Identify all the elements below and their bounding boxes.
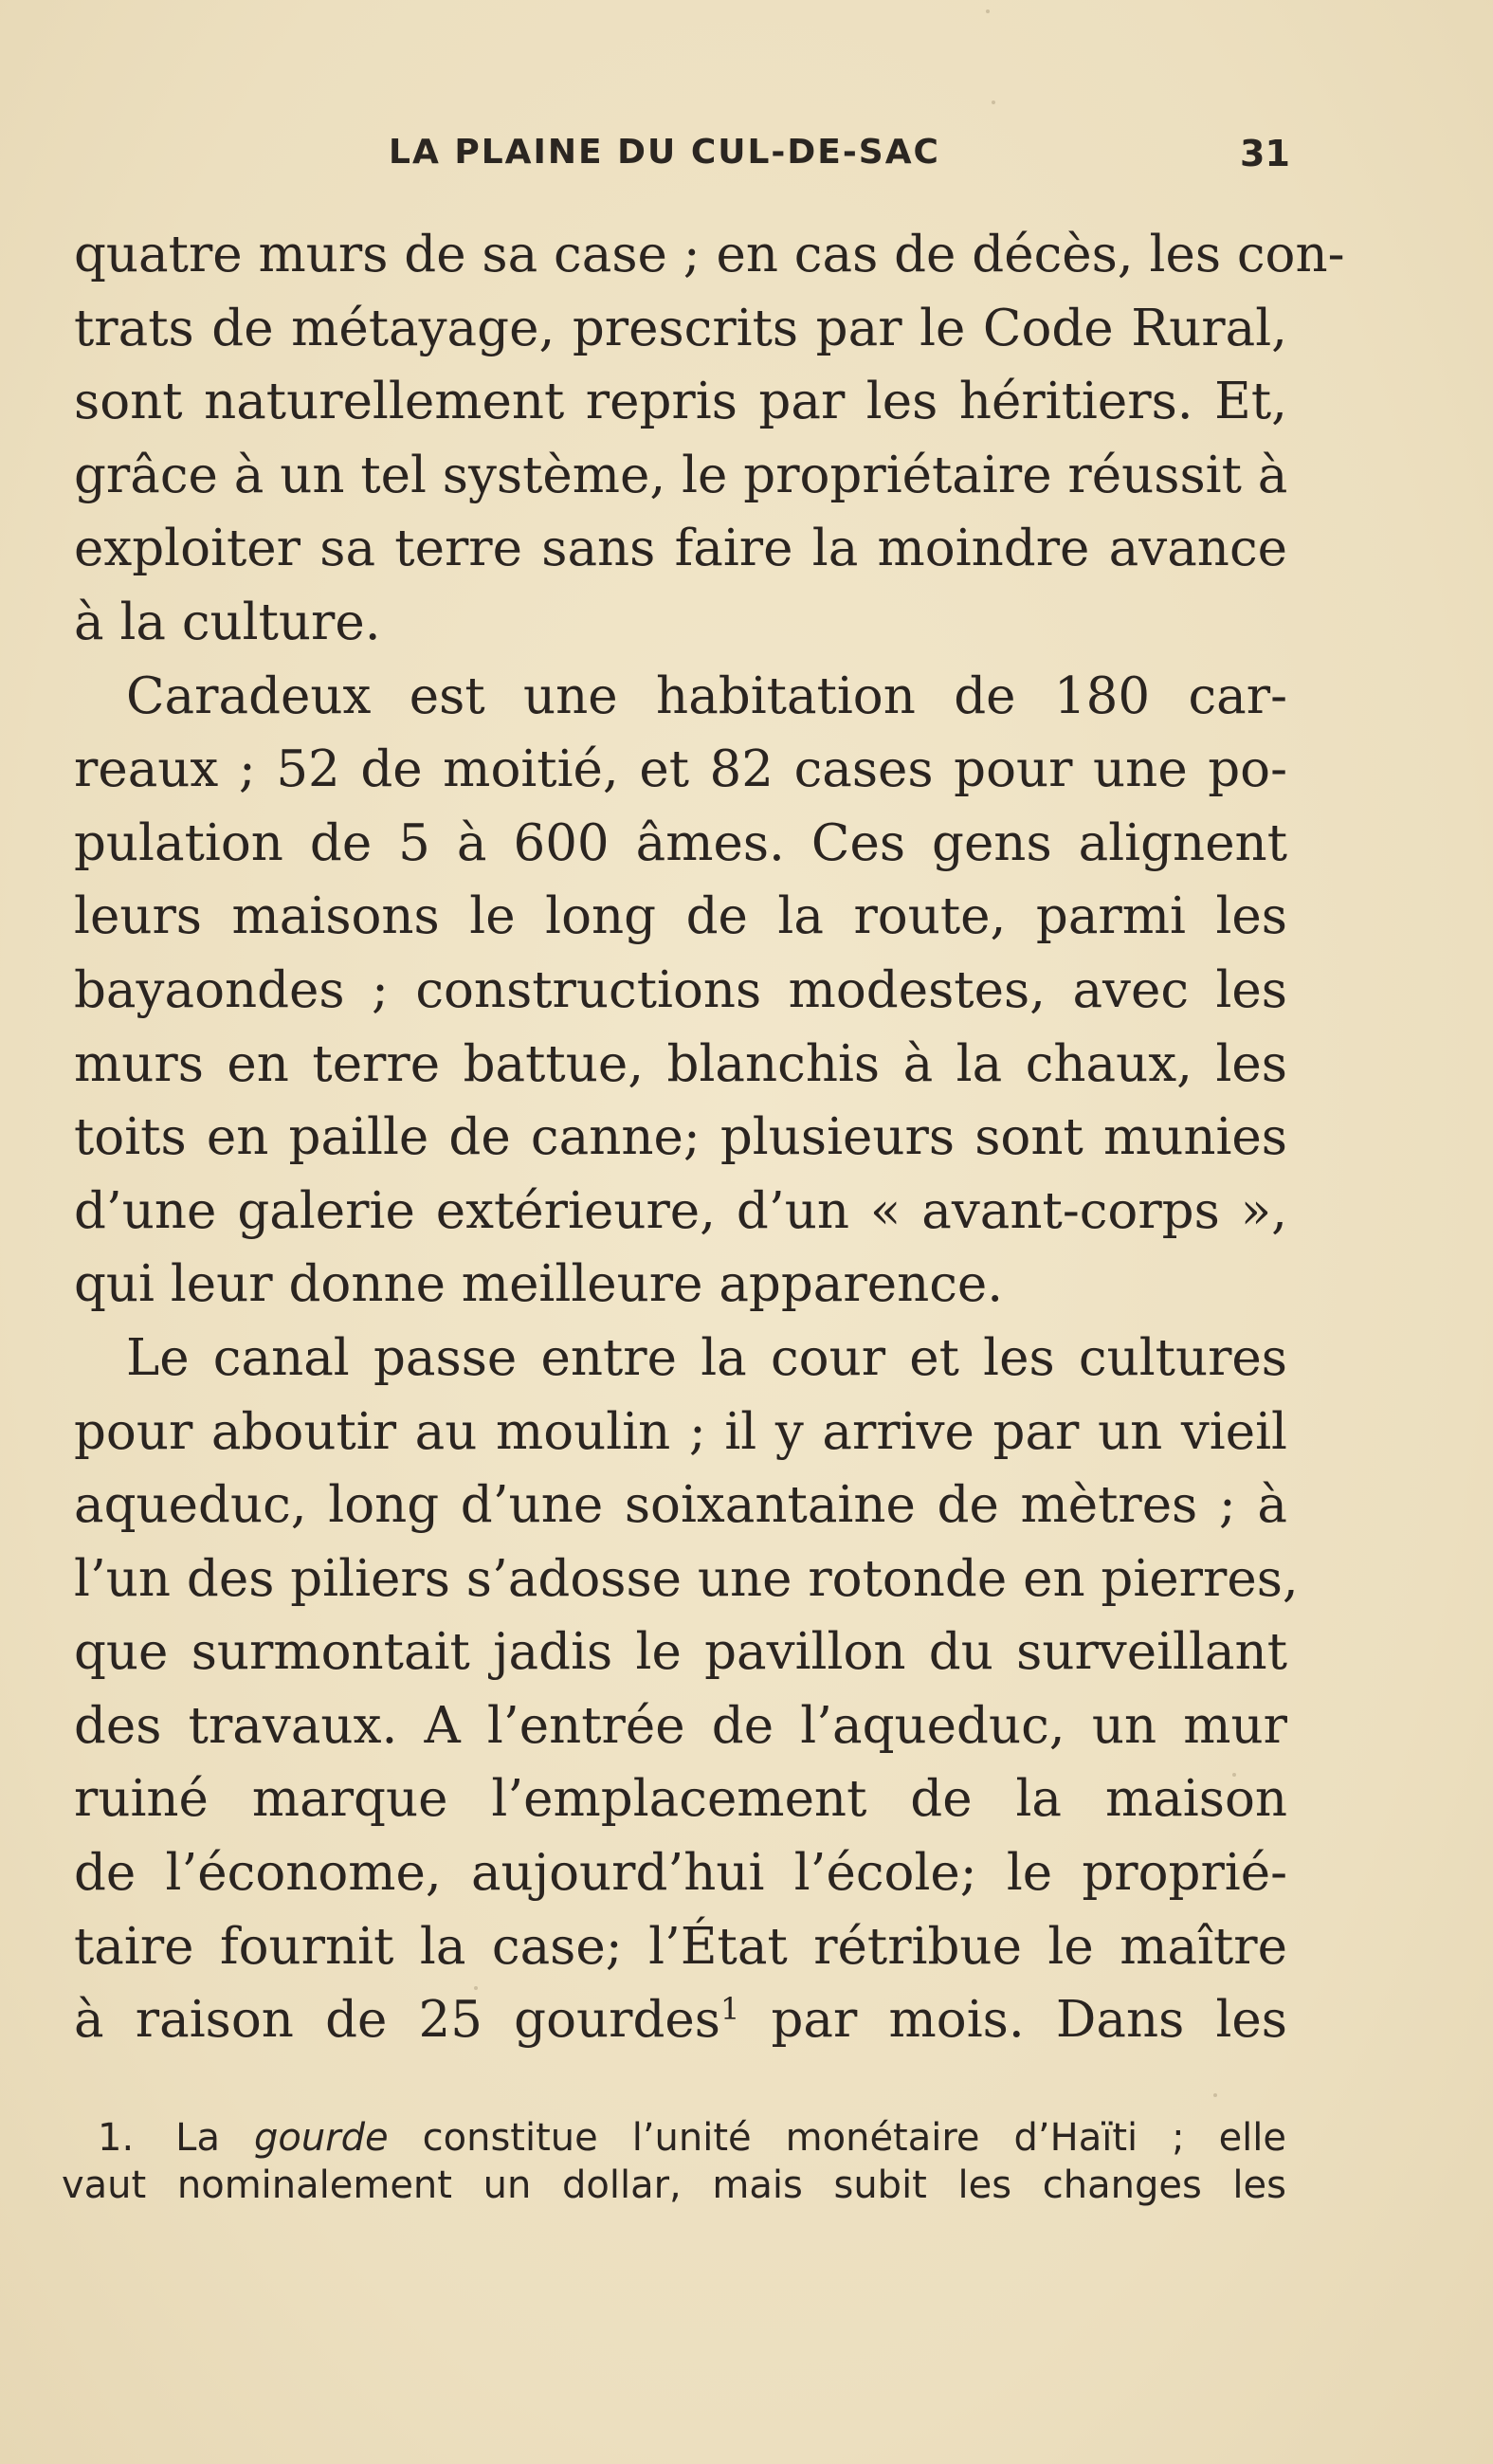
text-line: d’une galerie extérieure, d’un « avant-corps », — [74, 1181, 1287, 1240]
text-line: l’un des piliers s’adosse une rotonde en pierres, — [74, 1549, 1299, 1608]
footnote-text: La — [175, 2116, 220, 2160]
text-line: taire fournit la case; l’État rétribue le maître — [74, 1917, 1287, 1976]
text-line: quatre murs de sa case ; en cas de décès, les con- — [74, 226, 1345, 283]
body-text — [74, 218, 1345, 2057]
footnote-marker: 1. — [98, 2116, 135, 2160]
text-line: qui leur donne meilleure apparence. — [74, 1255, 1004, 1314]
text-line: pour aboutir au moulin ; il y arrive par un vieil — [74, 1402, 1287, 1461]
footnote — [62, 2114, 1286, 2209]
paper-speck — [986, 9, 990, 13]
text-fragment: à raison de 25 gourdes — [74, 1991, 720, 2050]
text-line: ruiné marque l’emplacement de la maison — [74, 1770, 1287, 1829]
text-line: bayaondes ; constructions modestes, avec les — [74, 960, 1287, 1019]
text-line: leurs maisons le long de la route, parmi les — [74, 887, 1287, 946]
text-line: à la culture. — [74, 593, 381, 651]
paper-speck — [1213, 2093, 1217, 2097]
text-line: reaux ; 52 de moitié, et 82 cases pour une po- — [74, 740, 1287, 799]
text-line: exploiter sa terre sans faire la moindre avance — [74, 520, 1287, 578]
text-line: Le canal passe entre la cour et les cultures — [126, 1328, 1287, 1387]
text-line: Caradeux est une habitation de 180 car- — [126, 666, 1287, 725]
text-line: murs en terre battue, blanchis à la chaux, les — [74, 1034, 1287, 1093]
text-line: aqueduc, long d’une soixantaine de mètres ; à — [74, 1476, 1287, 1535]
paper-speck — [992, 100, 995, 104]
text-line: sont naturellement repris par les héritiers. Et, — [74, 373, 1287, 431]
text-line-with-footnote-ref — [74, 1983, 1287, 2057]
text-fragment: par mois. Dans les — [771, 1991, 1287, 2050]
text-line: trats de métayage, prescrits par le Code Rural, — [74, 299, 1287, 357]
footnote-line: vaut nominalement un dollar, mais subit les changes les — [62, 2163, 1286, 2207]
running-title: LA PLAINE DU CUL-DE-SAC — [389, 133, 940, 172]
footnote-text: constitue l’unité monétaire d’Haïti ; elle — [422, 2116, 1287, 2160]
text-line: des travaux. A l’entrée de l’aqueduc, un mur — [74, 1696, 1287, 1755]
footnote-italic-term: gourde — [253, 2116, 389, 2160]
footnote-line — [62, 2114, 1286, 2162]
text-line: que surmontait jadis le pavillon du surveillant — [74, 1623, 1287, 1682]
footnote-reference: 1 — [719, 1991, 740, 2028]
text-line: pulation de 5 à 600 âmes. Ces gens alignent — [74, 813, 1287, 872]
text-line: toits en paille de canne; plusieurs sont munies — [74, 1108, 1287, 1167]
page-number: 31 — [1240, 133, 1290, 174]
text-line: de l’économe, aujourd’hui l’école; le proprié- — [74, 1844, 1287, 1903]
text-line: grâce à un tel système, le propriétaire réussit à — [74, 446, 1288, 504]
